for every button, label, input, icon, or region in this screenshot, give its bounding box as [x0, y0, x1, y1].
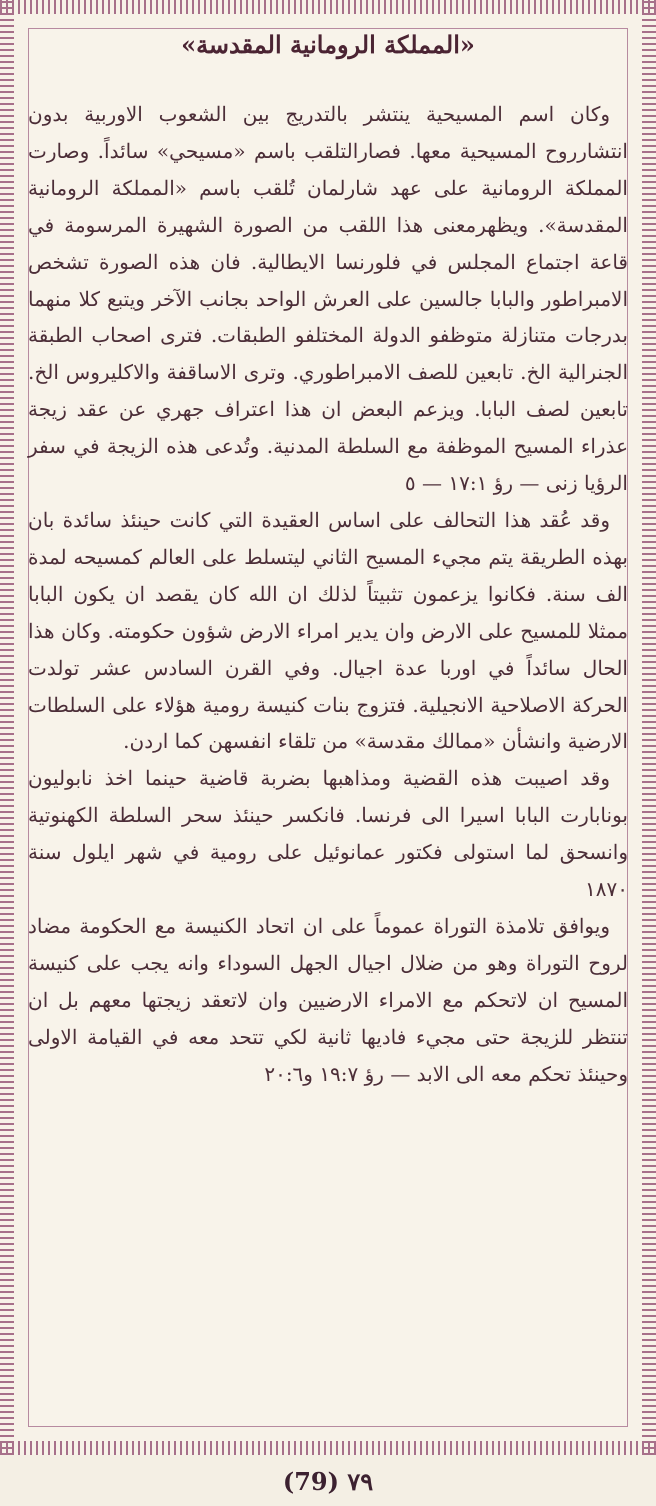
- paragraph: وقد اصيبت هذه القضية ومذاهبها بضربة قاضية حينما اخذ نابوليون بونابارت البابا اسيرا الى فرنسا. فانكسر حينئذ سحر السلطة الكهنوتية وانسحق لما استولى فكتور عمانوئيل على رومية في شهر ايلول سنة ١٨٧٠: [28, 766, 628, 902]
- page-title: «المملكة الرومانية المقدسة»: [181, 30, 475, 59]
- paragraph: وكان اسم المسيحية ينتشر بالتدريج بين الشعوب الاوربية بدون انتشارروح المسيحية معها. فصارالتلقب باسم «مسيحي» سائداً. وصارت المملكة الرومانية على عهد شارلمان تُلقب باسم «المملكة الرومانية المقدسة». ويظهرمعنى هذا اللقب من الصورة الشهيرة المرسومة في قاعة اجتماع المجلس في فلورنسا الايطالية. فان هذه الصورة تشخص الامبراطور والبابا جالسين على العرش الواحد بجانب الآخر ويتبع كلا منهما بدرجات متنازلة متوظفو الدولة المختلفو الطبقات. فترى اصحاب الطبقة الجنرالية الخ. تابعين للصف الامبراطوري. وترى الاساقفة والاكليروس الخ. تابعين لصف البابا. ويزعم البعض ان هذا اعتراف جهري عن عقد زيجة عذراء المسيح الموظفة مع السلطة المدنية. وتُدعى هذه الزيجة في سفر الرؤيا زنى — رؤ ١٧:١ — ٥: [28, 102, 628, 496]
- paragraph: ويوافق تلامذة التوراة عموماً على ان اتحاد الكنيسة مع الحكومة مضاد لروح التوراة وهو من ضلال اجيال الجهل السوداء وانه يجب على كنيسة المسيح ان لاتحكم مع الامراء الارضيين وان لاتعقد زيجتها معهم بل ان تنتظر للزيجة حتى مجيء فاديها ثانية لكي تتحد معه في القيامة الاولى وحينئذ تحكم معه الى الابد — رؤ ١٩:٧ و٢٠:٦: [28, 913, 628, 1086]
- paragraph: وقد عُقد هذا التحالف على اساس العقيدة التي كانت حينئذ سائدة بان بهذه الطريقة يتم مجيء المسيح الثاني ليتسلط على العالم كمسيحه لمدة الف سنة. فكانوا يزعمون تثبيتاً لذلك ان الله كان يقصد ان يكون البابا ممثلا للمسيح على الارض وان يدير امراء الارض شؤون حكومته. وكان هذا الحال سائداً في اوربا عدة اجيال. وفي القرن السادس عشر تولدت الحركة الاصلاحية الانجيلية. فتزوج بنات كنيسة رومية هؤلاء على السلطات الارضية وانشأن «ممالك مقدسة» من تلقاء انفسهن كما اردن.: [28, 507, 628, 754]
- article-body: [28, 96, 628, 1092]
- page-number: (79) ٧٩: [282, 1467, 374, 1496]
